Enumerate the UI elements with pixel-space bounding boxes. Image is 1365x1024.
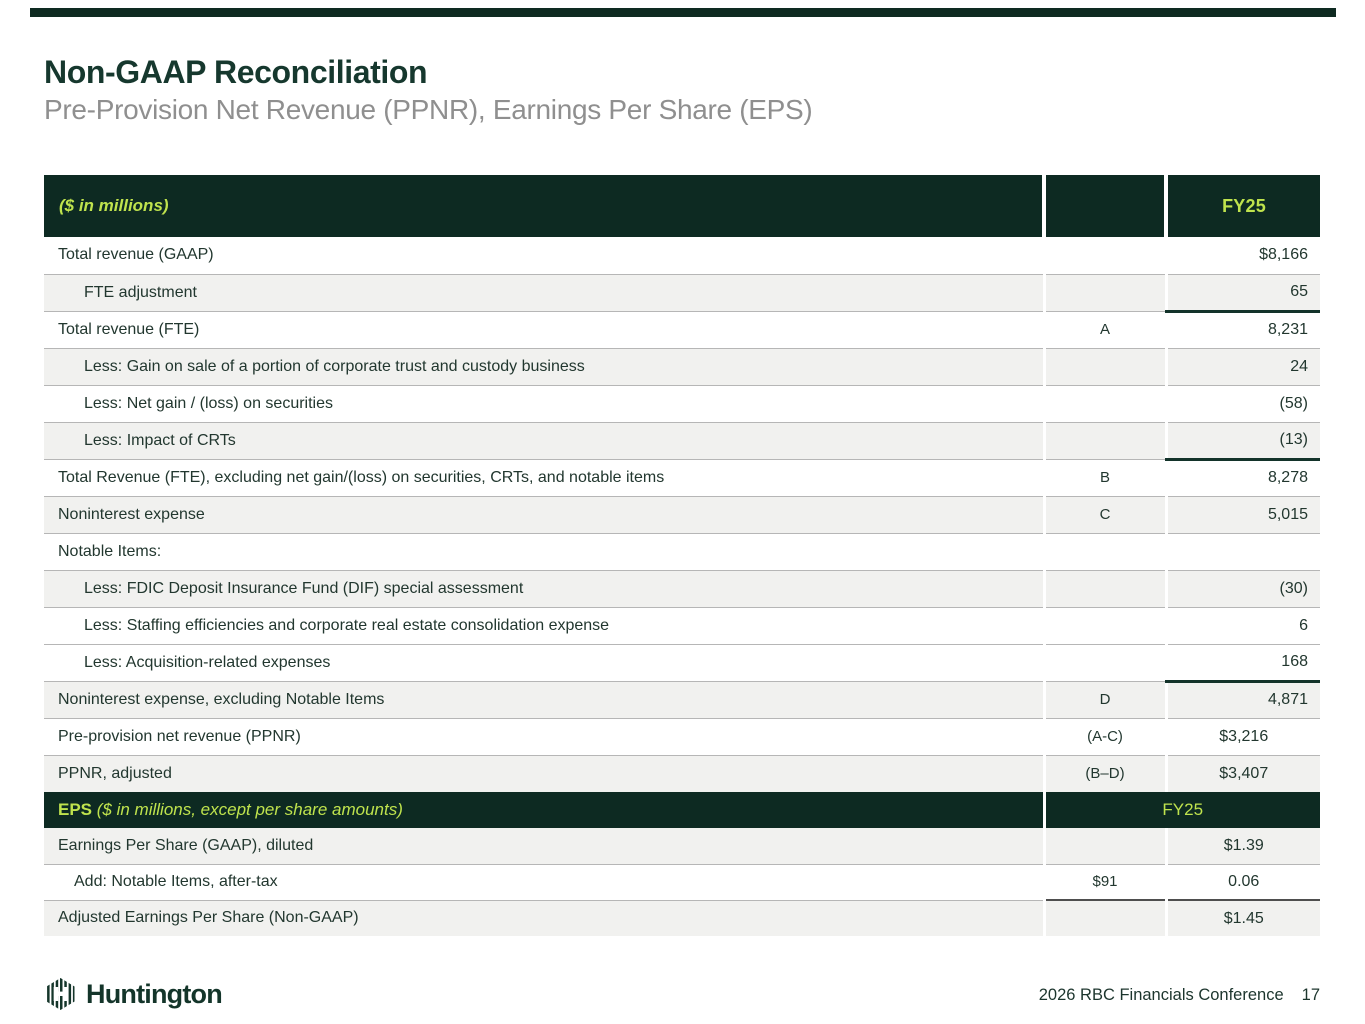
row-label: FTE adjustment <box>44 274 1044 311</box>
table-row <box>44 348 1320 385</box>
reconciliation-table <box>44 175 1320 936</box>
row-label: Adjusted Earnings Per Share (Non-GAAP) <box>44 900 1044 936</box>
row-label: Pre-provision net revenue (PPNR) <box>44 718 1044 755</box>
table-row <box>44 755 1320 792</box>
row-value: $8,166 <box>1166 237 1320 274</box>
row-value: 8,278 <box>1166 459 1320 496</box>
ppnr-eps-table <box>44 175 1320 936</box>
row-value: 168 <box>1166 644 1320 681</box>
row-label: Less: Impact of CRTs <box>44 422 1044 459</box>
row-ref <box>1044 348 1166 385</box>
row-value: (30) <box>1166 570 1320 607</box>
row-label: Less: Net gain / (loss) on securities <box>44 385 1044 422</box>
row-ref: B <box>1044 459 1166 496</box>
row-ref <box>1044 237 1166 274</box>
table-row <box>44 237 1320 274</box>
row-label: Add: Notable Items, after-tax <box>44 864 1044 900</box>
row-value: 6 <box>1166 607 1320 644</box>
row-label: Notable Items: <box>44 533 1044 570</box>
footer-right <box>1039 986 1320 1005</box>
row-ref: D <box>1044 681 1166 718</box>
table-row <box>44 828 1320 864</box>
ref-column-header <box>1044 175 1166 237</box>
row-ref: (A-C) <box>1044 718 1166 755</box>
row-ref <box>1044 385 1166 422</box>
table-body <box>44 237 1320 936</box>
page-number: 17 <box>1301 986 1320 1004</box>
row-label: Less: Staffing efficiencies and corporate real estate consolidation expense <box>44 607 1044 644</box>
table-row <box>44 718 1320 755</box>
eps-header-row <box>44 792 1320 828</box>
row-ref <box>1044 900 1166 936</box>
row-label: Less: Gain on sale of a portion of corporate trust and custody business <box>44 348 1044 385</box>
table-row <box>44 311 1320 348</box>
table-row <box>44 864 1320 900</box>
huntington-wordmark: Huntington <box>86 978 222 1009</box>
eps-section-title: EPS ($ in millions, except per share amounts) <box>44 792 1044 828</box>
row-label: Total revenue (GAAP) <box>44 237 1044 274</box>
row-value: 5,015 <box>1166 496 1320 533</box>
row-label: Less: FDIC Deposit Insurance Fund (DIF) special assessment <box>44 570 1044 607</box>
row-ref <box>1044 607 1166 644</box>
page-title: Non-GAAP Reconciliation <box>44 54 428 90</box>
table-row <box>44 385 1320 422</box>
row-value <box>1166 533 1320 570</box>
huntington-logo <box>44 977 222 1011</box>
table-row <box>44 681 1320 718</box>
conference-label: 2026 RBC Financials Conference <box>1038 986 1284 1004</box>
row-value: $1.39 <box>1166 828 1320 864</box>
row-ref: (B–D) <box>1044 755 1166 792</box>
table-header <box>44 175 1320 237</box>
row-ref <box>1044 644 1166 681</box>
title-block <box>44 54 812 126</box>
row-ref <box>1044 274 1166 311</box>
row-label: Noninterest expense <box>44 496 1044 533</box>
row-ref: C <box>1044 496 1166 533</box>
row-label: Earnings Per Share (GAAP), diluted <box>44 828 1044 864</box>
table-header-row <box>44 175 1320 237</box>
row-ref <box>1044 570 1166 607</box>
row-value: 0.06 <box>1166 864 1320 900</box>
row-ref <box>1044 533 1166 570</box>
table-row <box>44 900 1320 936</box>
row-ref <box>1044 828 1166 864</box>
row-value: (13) <box>1166 422 1320 459</box>
table-row <box>44 496 1320 533</box>
table-row <box>44 533 1320 570</box>
row-label: Total revenue (FTE) <box>44 311 1044 348</box>
row-label: Total Revenue (FTE), excluding net gain/(loss) on securities, CRTs, and notable items <box>44 459 1044 496</box>
row-label: Noninterest expense, excluding Notable Items <box>44 681 1044 718</box>
row-label: Less: Acquisition-related expenses <box>44 644 1044 681</box>
row-value: (58) <box>1166 385 1320 422</box>
table-row <box>44 570 1320 607</box>
units-caption: ($ in millions) <box>44 175 1044 237</box>
row-value: $3,407 <box>1166 755 1320 792</box>
table-row <box>44 274 1320 311</box>
row-value: 24 <box>1166 348 1320 385</box>
period-column-header: FY25 <box>1166 175 1320 237</box>
row-label: PPNR, adjusted <box>44 755 1044 792</box>
table-row <box>44 644 1320 681</box>
table-row <box>44 607 1320 644</box>
row-value: 4,871 <box>1166 681 1320 718</box>
eps-period-header: FY25 <box>1044 792 1320 828</box>
row-value: $3,216 <box>1166 718 1320 755</box>
row-value: 8,231 <box>1166 311 1320 348</box>
table-row <box>44 422 1320 459</box>
row-value: $1.45 <box>1166 900 1320 936</box>
page-subtitle: Pre-Provision Net Revenue (PPNR), Earnings Per Share (EPS) <box>44 94 813 125</box>
row-ref: A <box>1044 311 1166 348</box>
row-ref: $91 <box>1044 864 1166 900</box>
row-ref <box>1044 422 1166 459</box>
row-value: 65 <box>1166 274 1320 311</box>
top-accent-bar <box>30 8 1336 17</box>
huntington-hexagon-icon <box>44 977 77 1011</box>
table-row <box>44 459 1320 496</box>
